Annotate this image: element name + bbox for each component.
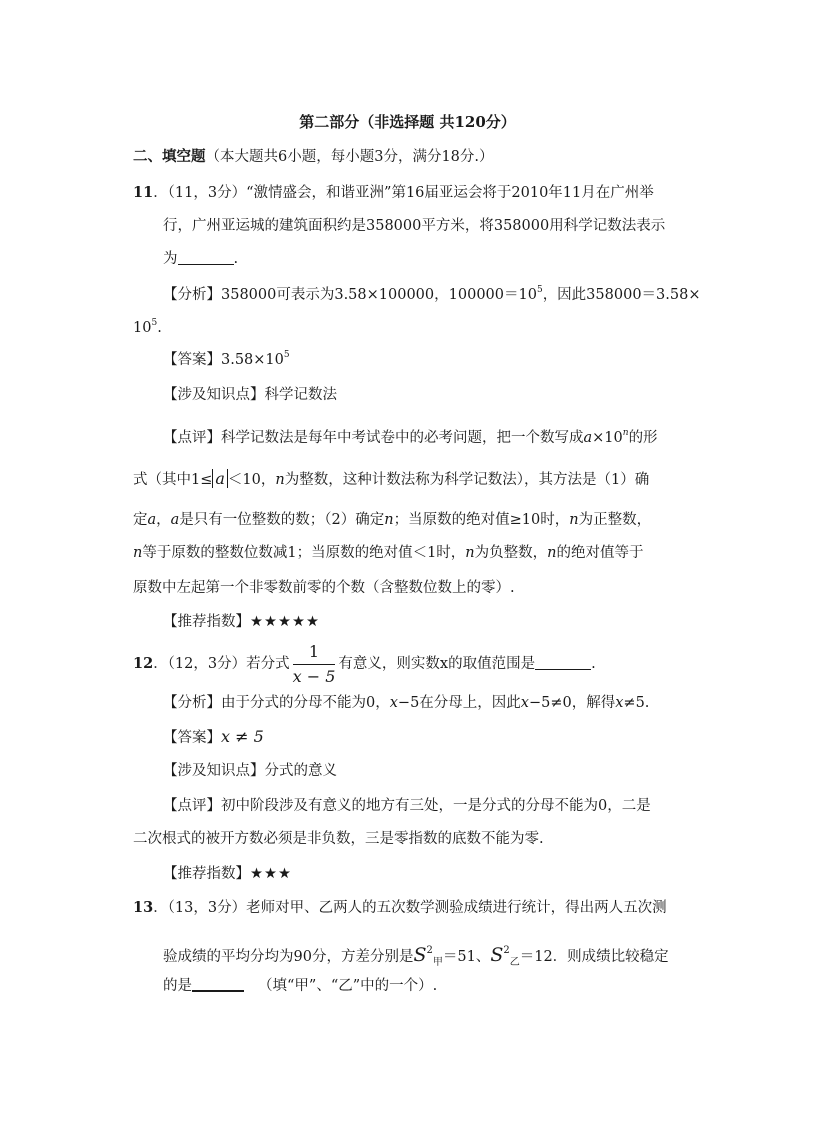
q11-review-1b: ×10: [592, 430, 623, 446]
q11-text-1: ．（11，3分）“激情盛会，和谐亚洲”第16届亚运会将于2010年11月在广州举: [153, 185, 654, 201]
q13-number: 13: [133, 899, 154, 916]
q12-number: 12: [133, 655, 154, 672]
q11-review-4c: 的绝对值等于: [556, 545, 644, 561]
q11-review-2b: ＜10，: [227, 472, 276, 488]
q11-review-2-n: n: [275, 472, 285, 488]
q11-answer-exp: 5: [283, 350, 290, 360]
q11-analysis-text-b: ，因此358000＝3.58×: [542, 287, 701, 303]
q11-review-3a: 定: [133, 512, 148, 528]
q11-analysis: [163, 285, 700, 305]
q11-review-1-var: a: [583, 430, 593, 446]
q13-answer-blank: [192, 976, 244, 992]
q11-knowledge-point: 【涉及知识点】科学记数法: [163, 387, 337, 403]
q11-review-2: [133, 469, 649, 490]
q13-text-2b: ＝51、: [442, 949, 491, 965]
q11-review-3-var2: a: [170, 512, 180, 528]
q13-text-3a: 的是: [163, 978, 192, 994]
part-title: 第二部分（非选择题 共120分）: [299, 113, 516, 131]
q11-review-3-n2: n: [569, 512, 579, 528]
q11-review-3c: 是只有一位整数的数；（2）确定: [179, 512, 385, 528]
q11-line2: 行，广州亚运城的建筑面积约是358000平方米，将358000用科学记数法表示: [163, 218, 666, 234]
q11-line3: [163, 249, 238, 269]
q11-recommend-label: 【推荐指数】: [163, 614, 250, 630]
q12-knowledge-point: 【涉及知识点】分式的意义: [163, 763, 337, 779]
q11-review-4a: 等于原数的整数位数减1；当原数的绝对值＜1时，: [142, 545, 466, 561]
q11-recommend: [163, 612, 320, 632]
q13-line3: [163, 976, 437, 996]
q13-text-2a: 验成绩的平均分均为90分，方差分别是: [163, 949, 414, 965]
q12-analysis-x1: x: [389, 695, 398, 711]
q13-variance-sup-yi: 2: [503, 945, 510, 956]
q11-answer: [163, 350, 290, 370]
q12-analysis-b: −5在分母上，因此: [397, 695, 521, 711]
q13-variance-sub-yi: 乙: [509, 957, 520, 968]
q12-fraction: [293, 643, 336, 686]
q11-analysis2-text-b: .: [157, 320, 162, 336]
q12-analysis: [163, 693, 649, 713]
q11-number: 11: [133, 184, 154, 201]
q11-review-1c: 的形: [628, 430, 658, 446]
q11-line1: [133, 183, 654, 203]
q12-text-pre: ．（12，3分）若分式: [153, 656, 290, 672]
q11-answer-text: 【答案】3.58×10: [163, 352, 284, 368]
q12-answer: [163, 727, 264, 748]
q11-rating-stars: ★★★★★: [250, 614, 320, 630]
q11-review-2a: 式（其中1≤: [133, 472, 213, 488]
q12-fraction-numerator: 1: [293, 643, 336, 665]
q11-review-5: 原数中左起第一个非零数前零的个数（含整数位数上的零）.: [133, 580, 515, 596]
q12-recommend-label: 【推荐指数】: [163, 866, 250, 882]
q11-review-1a: 【点评】科学记数法是每年中考试卷中的必考问题，把一个数写成: [163, 430, 584, 446]
section-label: 二、填空题: [133, 148, 206, 165]
q11-review-1: [163, 428, 658, 448]
q13-text-1: ．（13，3分）老师对甲、乙两人的五次数学测验成绩进行统计，得出两人五次测: [153, 900, 667, 916]
q12-text-end: .: [591, 656, 596, 672]
q13-variance-s-yi: S: [490, 944, 504, 966]
q11-text-3-end: .: [233, 251, 239, 267]
q12-line1: [133, 640, 596, 688]
q12-analysis-a: 【分析】由于分式的分母不能为0，: [163, 695, 390, 711]
q13-variance-s-jia: S: [413, 944, 427, 966]
q12-review-2: 二次根式的被开方数必须是非负数，三是零指数的底数不能为零.: [133, 831, 544, 847]
q13-text-2c: ＝12．则成绩比较稳定: [519, 949, 669, 965]
q12-analysis-x3: x: [615, 695, 624, 711]
q11-review-3-var1: a: [147, 512, 157, 528]
q11-review-2-abs: a: [212, 469, 228, 488]
q13-line1: [133, 898, 667, 918]
q12-answer-value: x ≠ 5: [221, 727, 264, 746]
q12-recommend: [163, 864, 292, 884]
q11-review-4-n3: n: [547, 545, 557, 561]
q11-analysis-cont: [133, 318, 162, 338]
q12-answer-blank: [535, 655, 591, 670]
section-heading: [133, 147, 494, 167]
q12-analysis-d: ≠5.: [623, 695, 650, 711]
q11-analysis-text-a: 【分析】358000可表示为3.58×100000，100000＝10: [163, 287, 537, 303]
q11-review-3-n1: n: [384, 512, 394, 528]
q11-review-3e: 为正整数，: [578, 512, 652, 528]
q12-fraction-denominator: x − 5: [292, 666, 336, 686]
q11-review-3d: ；当原数的绝对值≥10时，: [393, 512, 570, 528]
q11-review-4-n2: n: [465, 545, 475, 561]
q12-analysis-c: −5≠0，解得: [528, 695, 616, 711]
q11-review-3b: ，: [156, 512, 171, 528]
q11-analysis2-text-a: 10: [133, 320, 152, 336]
q11-review-4-n1: n: [133, 545, 143, 561]
q13-line2: [163, 936, 669, 978]
q12-answer-label: 【答案】: [163, 730, 221, 746]
q11-analysis-exp: 5: [536, 285, 543, 295]
q11-review-2c: 为整数，这种计数法称为科学记数法），其方法是（1）确: [284, 472, 650, 488]
section-desc: （本大题共6小题，每小题3分，满分18分.）: [205, 149, 494, 165]
q11-analysis2-exp: 5: [151, 318, 158, 328]
q13-variance-sub-jia: 甲: [432, 957, 443, 968]
q12-rating-stars: ★★★: [250, 866, 292, 882]
q11-review-4b: 为负整数，: [474, 545, 548, 561]
q12-analysis-x2: x: [520, 695, 529, 711]
q11-review-4: [133, 543, 643, 563]
q12-review-1: 【点评】初中阶段涉及有意义的地方有三处，一是分式的分母不能为0，二是: [163, 798, 651, 814]
q11-text-3: 为: [163, 251, 178, 267]
q11-review-3: [133, 510, 651, 530]
q13-variance-sup-jia: 2: [426, 945, 433, 956]
q11-review-1-exp: n: [622, 428, 629, 438]
q13-text-3b: （填“甲”、“乙”中的一个）.: [258, 978, 438, 994]
q11-answer-blank: [178, 250, 234, 265]
q12-text-post: 有意义，则实数x的取值范围是: [338, 656, 536, 672]
